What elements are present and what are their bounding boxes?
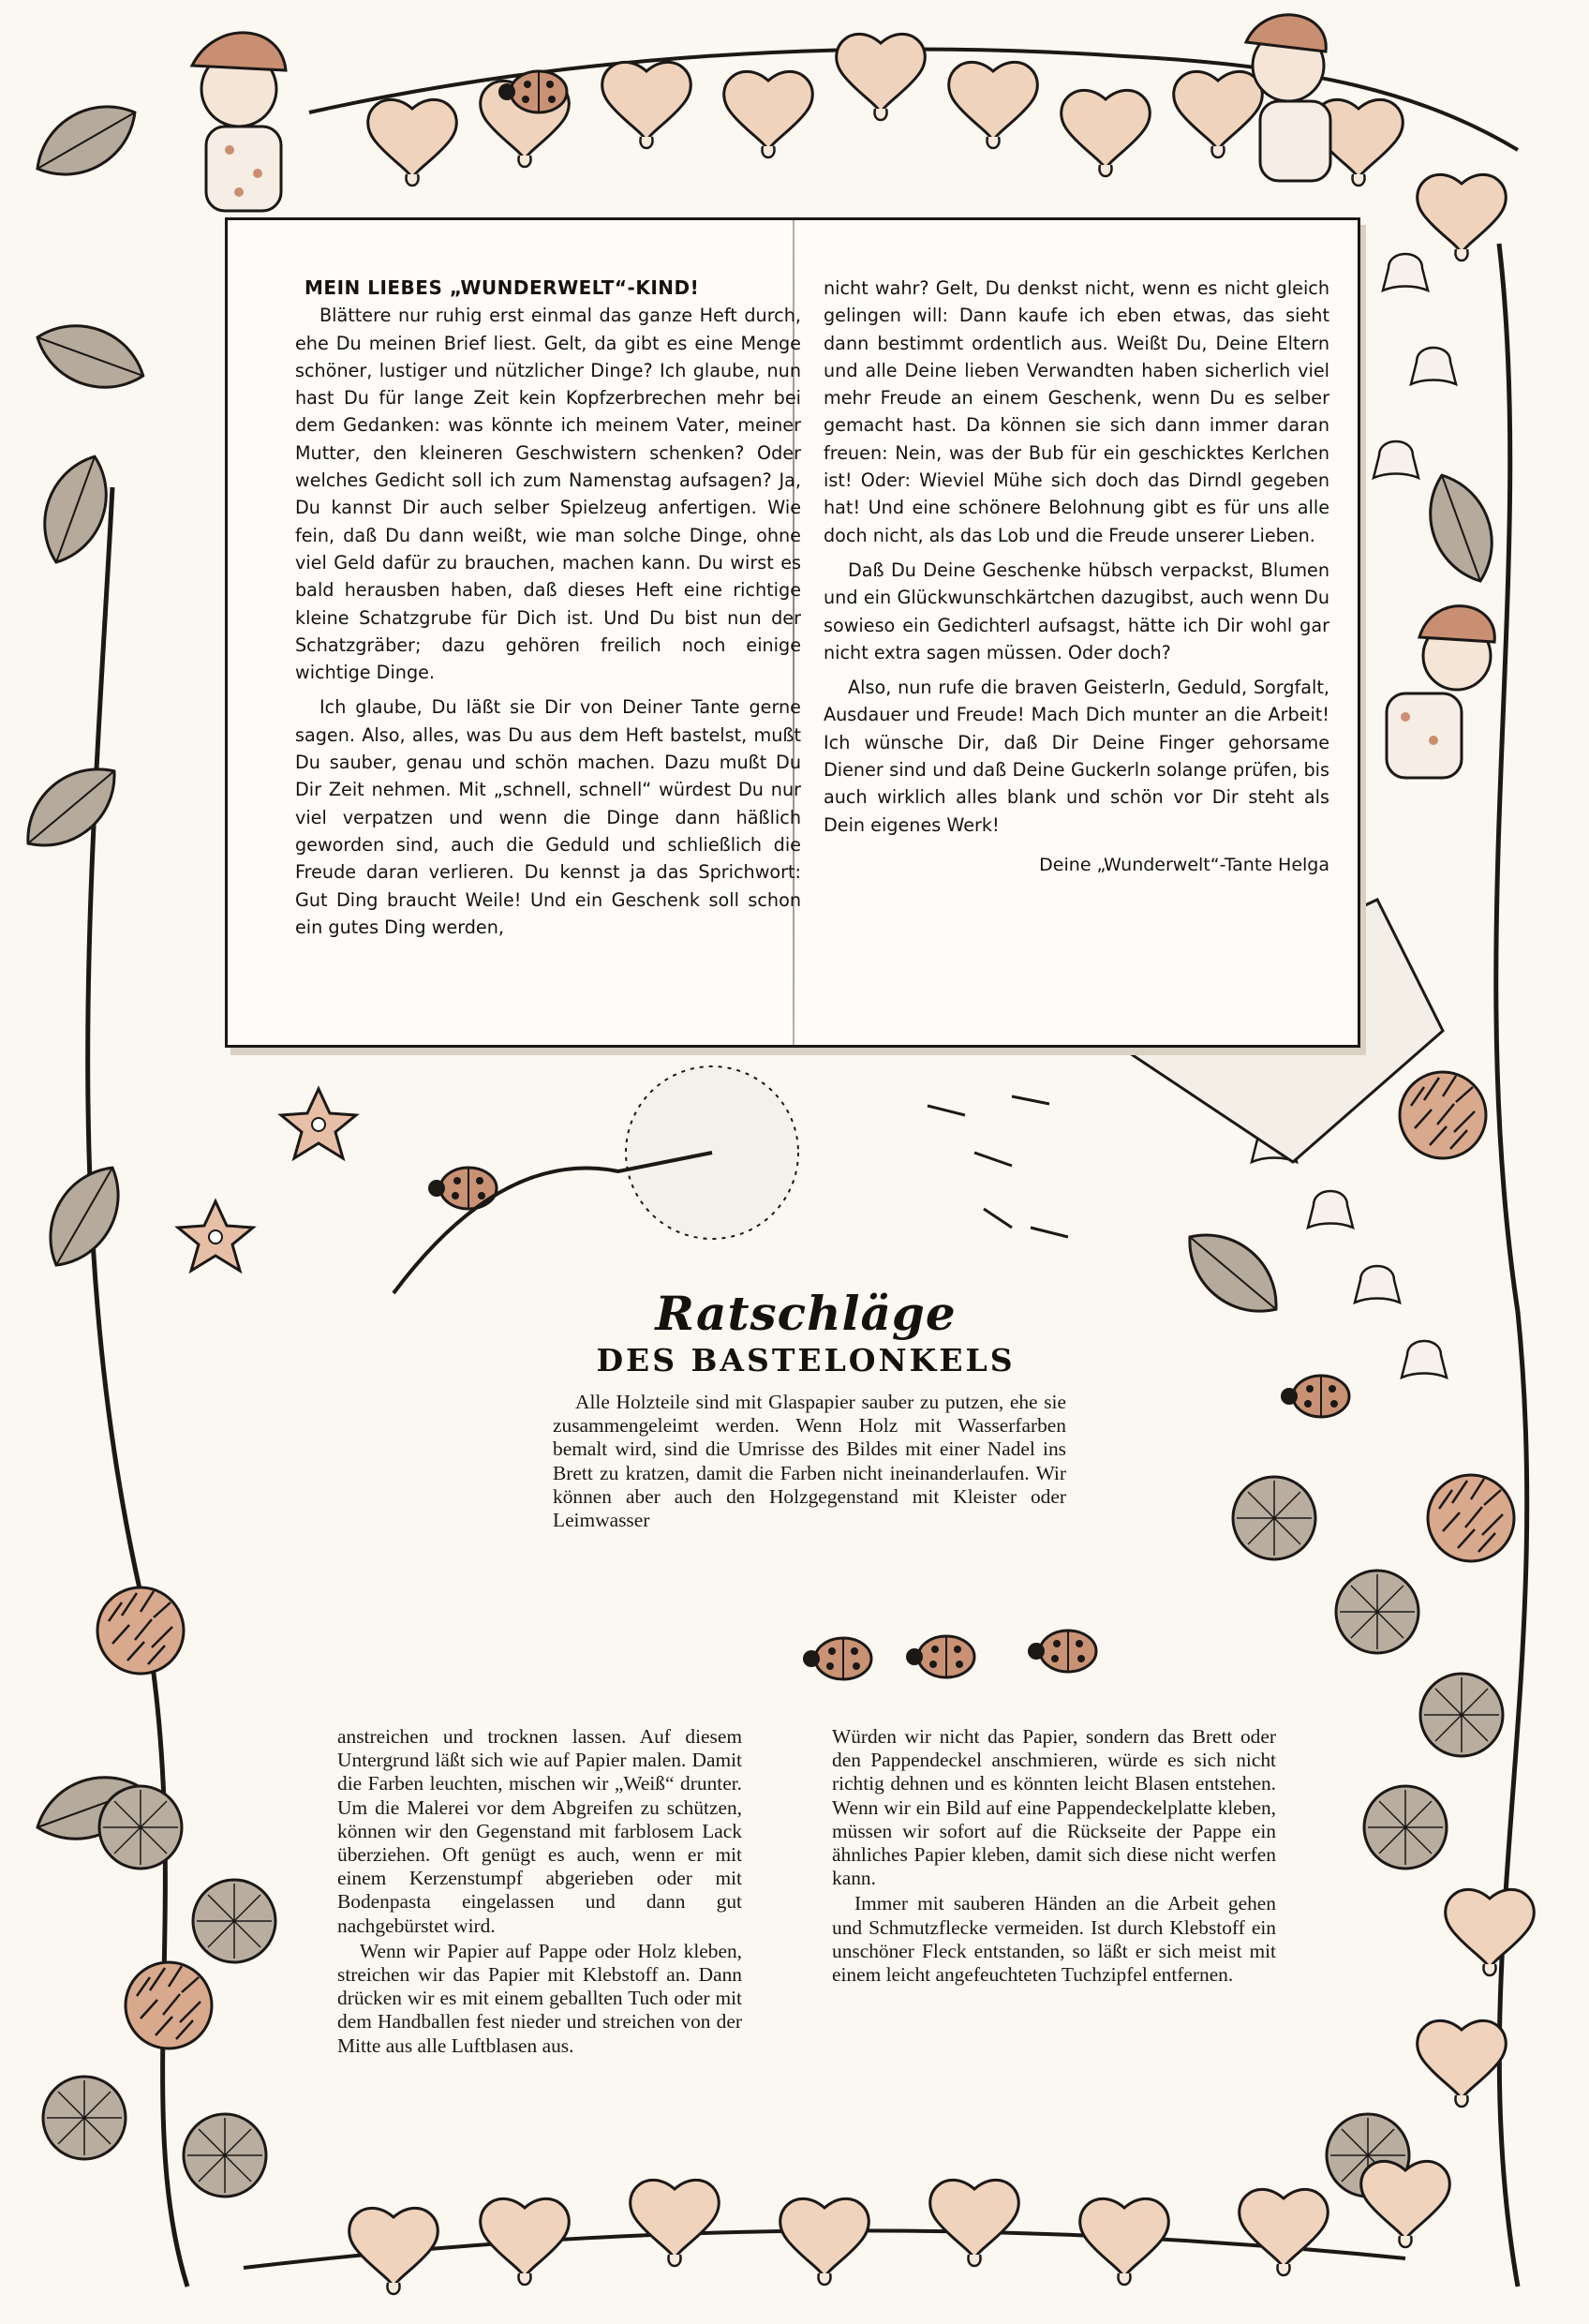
article-column-right (832, 1725, 1276, 1987)
article-intro (553, 1391, 1066, 1532)
letter-paragraph: Blättere nur ruhig erst einmal das ganze Heft durch, ehe Du meinen Brief liest. Gelt, da gibt es eine Menge schöner, lustiger und nützlicher Dinge? Ich glaube, nun hast Du für lange Zeit kein Kopfzerbrechen mehr bei dem Gedanken: was könnte ich meinem Vater, meiner Mutter, den kleineren Geschwistern schenken? Oder welches Gedicht soll ich zum Namenstag aufsagen? Ja, Du kannst Dir auch selber Spielzeug anfertigen. Wie fein, daß Du dann weißt, wie man solche Dinge, ohne viel Geld dafür zu brauchen, machen kann. Du wirst es bald herausben haben, daß dieses Heft eine richtige kleine Schatzgrube für Dich ist. Und Du bist nun der Schatzgräber; dazu gehören freilich noch einige wichtige Dinge. (295, 305, 801, 684)
elf-illustration-left (192, 33, 286, 211)
article-column-left (337, 1725, 742, 2058)
article-paragraph: Immer mit sauberen Händen an die Arbeit gehen und Schmutzflecke vermeiden. Ist durch Klebstoff ein unschöner Fleck entstanden, so läßt er sich meist mit einem leicht angefeuchteten Tuchzipfel entfernen. (832, 1892, 1276, 1987)
elf-illustration-right-middle (1387, 606, 1494, 778)
letter-paragraph: Also, nun rufe die braven Geisterln, Geduld, Sorgfalt, Ausdauer und Freude! Mach Dich munter an die Arbeit! Ich wünsche Dir, daß Dir Deine Finger gehorsame Diener sind und daß Deine Guckerln solange prüfen, bis auch wirklich alles blank und schön vor Dir steht als Dein eigenes Werk! (824, 677, 1329, 836)
letter-paragraph: Daß Du Deine Geschenke hübsch verpackst, Blumen und ein Glückwunschkärtchen dazugibst, auch wenn Du sowieso ein Gedichterl aufsagst, hätte ich Dir wohl gar nicht extra sagen müssen. Oder doch? (824, 559, 1329, 663)
letter-heading: MEIN LIEBES „WUNDERWELT“-KIND! (304, 276, 700, 299)
article-paragraph: Wenn wir Papier auf Pappe oder Holz kleben, streichen wir das Papier mit Klebstoff an. Dann drücken wir es mit einem geballten Tuch oder mit dem Handballen fest nieder und streichen von der Mitte aus alle Luftblasen aus. (337, 1939, 742, 2057)
letter-column-left (295, 275, 801, 941)
article-paragraph: Alle Holzteile sind mit Glaspapier sauber zu putzen, ehe sie zusammengeleimt werden. Wenn Holz mit Wasserfarben bemalt wird, sind die Umrisse des Bildes mit einer Nadel ins Brett zu kratzen, damit die Farben nicht ineinanderlaufen. Wir können aber auch den Holzgegenstand mit Kleister oder Leimwasser (553, 1391, 1066, 1532)
article-title-script: Ratschläge (655, 1286, 957, 1341)
letter-book-panel (225, 217, 1360, 1048)
letter-signature: Deine „Wunderwelt“-Tante Helga (1039, 854, 1329, 875)
letter-column-right (824, 275, 1329, 879)
article-title-caps: DES BASTELONKELS (596, 1342, 1016, 1378)
article-paragraph: anstreichen und trocknen lassen. Auf diesem Untergrund läßt sich wie auf Papier malen. Damit die Farben leuchten, mischen wir „Weiß“ drunter. Um die Malerei vor dem Abgreifen zu schützen, können wir den Gegenstand mit farblosem Lack überziehen. Oft genügt es auch, wenn er mit einem Kerzenstumpf abgerieben oder mit Bodenpasta eingelassen und dann gut nachgebürstet wird. (337, 1725, 742, 1937)
letter-paragraph: nicht wahr? Gelt, Du denkst nicht, wenn es nicht gleich gelingen will: Dann kaufe ich eben etwas, das sieht dann bestimmt ordentlich aus. Weißt Du, Deine Eltern und alle Deine lieben Verwandten haben sicherlich viel mehr Freude an einem Geschenk, wenn Du es selber gemacht hast. Da können sie sich dann immer daran freuen: Nein, was der Bub für ein geschicktes Kerlchen ist! Oder: Wieviel Mühe sich doch das Dirndl gegeben hat! Und eine schönere Belohnung gibt es für uns alle doch nicht, als das Lob und die Freude unserer Lieben. (824, 277, 1329, 546)
letter-paragraph: Ich glaube, Du läßt sie Dir von Deiner Tante gerne sagen. Also, alles, was Du aus dem Heft bastelst, mußt Du sauber, genau und schön machen. Dazu mußt Du Dir Zeit nehmen. Mit „schnell, schnell“ würdest Du nur viel verpatzen und wenn die Dinge dann häßlich geworden sind, auch die Geduld und schließlich die Freude daran verlieren. Du kennst ja das Sprichwort: Gut Ding braucht Weile! Und ein Geschenk soll schon ein gutes Ding werden, (295, 696, 801, 938)
article-paragraph: Würden wir nicht das Papier, sondern das Brett oder den Pappendeckel anschmieren, würde es sich nicht richtig dehnen und es könnten leicht Blasen entstehen. Wenn wir ein Bild auf eine Pappendeckelplatte kleben, müssen wir sofort auf die Rückseite der Pappe ein ähnliches Papier kleben, damit sich diese nicht werfen kann. (832, 1725, 1276, 1890)
